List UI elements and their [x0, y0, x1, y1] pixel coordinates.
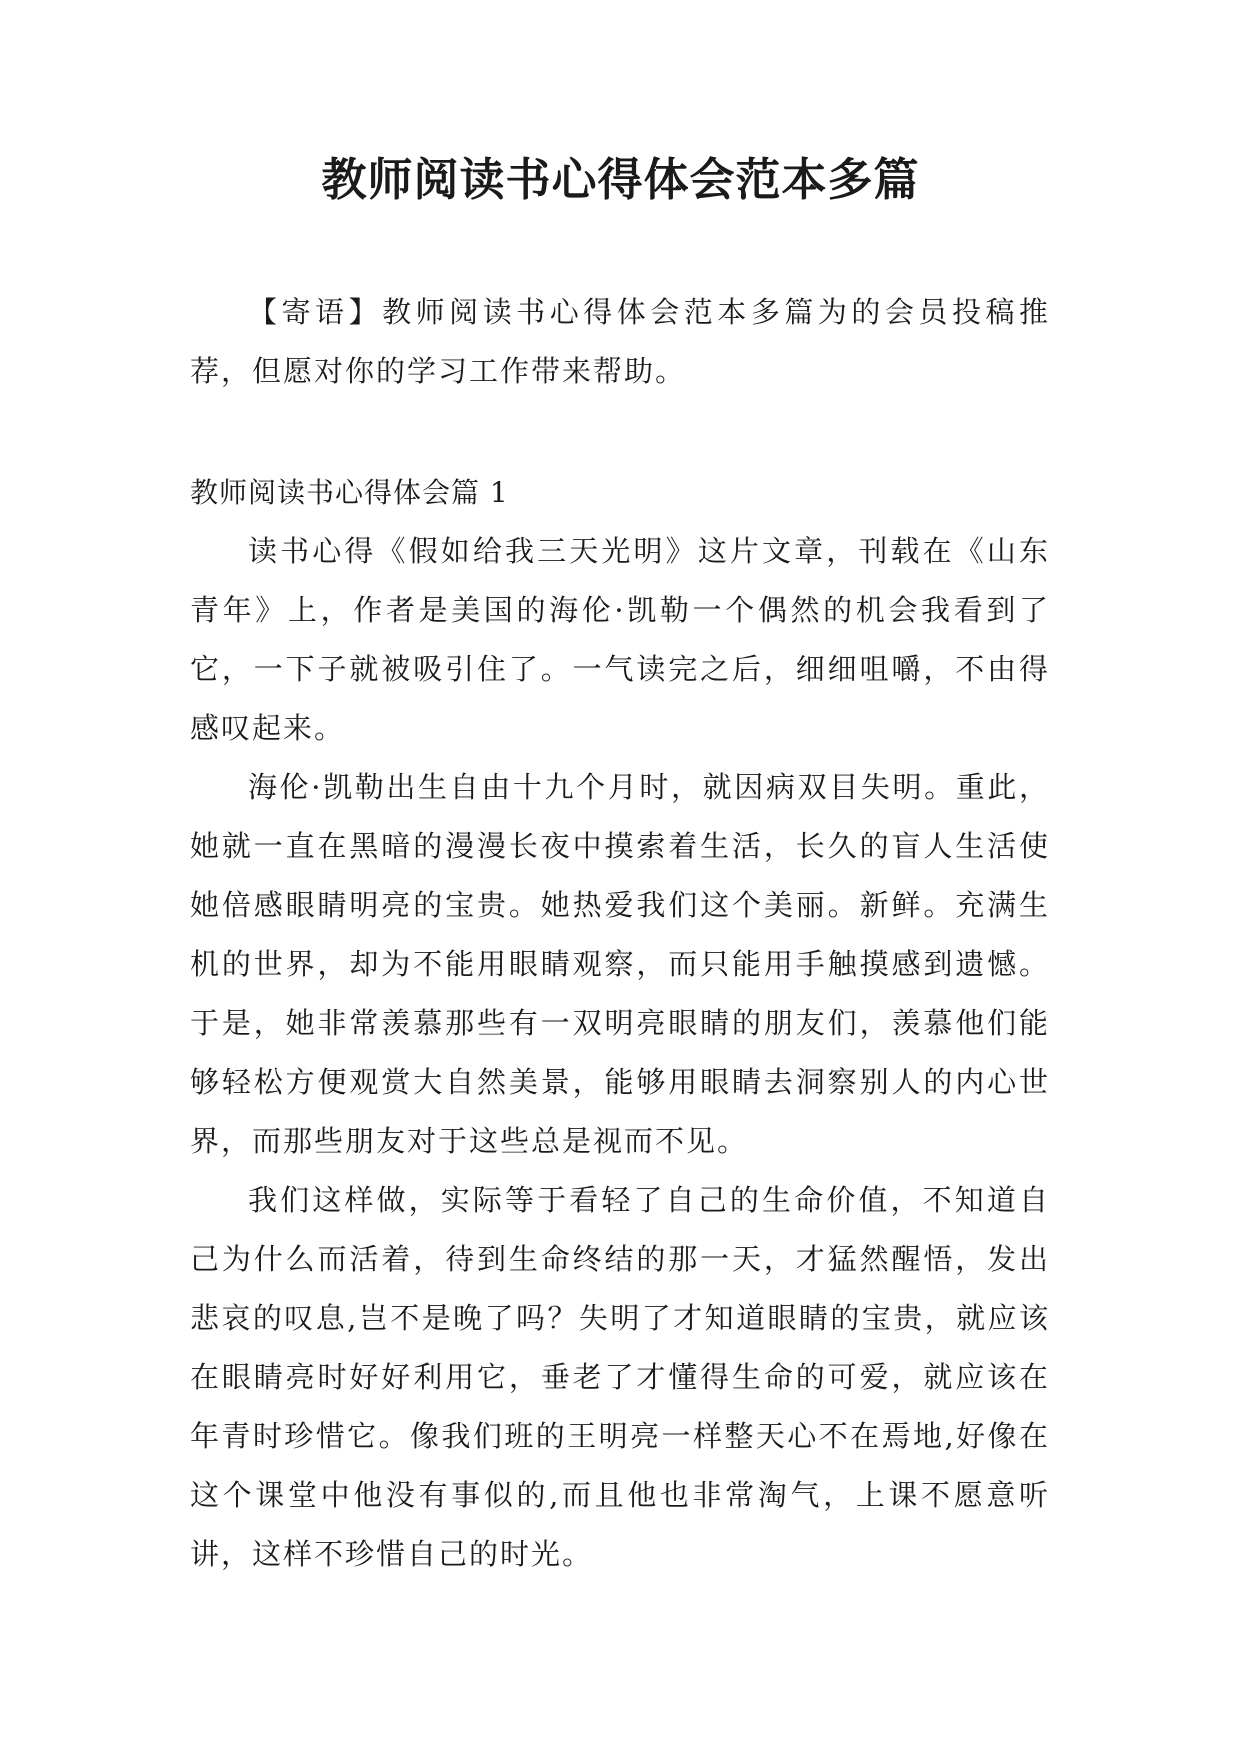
body-paragraph: 海伦·凯勒出生自由十九个月时，就因病双目失明。重此，她就一直在黑暗的漫漫长夜中摸索着生活，长久的盲人生活使她倍感眼睛明亮的宝贵。她热爱我们这个美丽。新鲜。充满生机的世界，却为不能用眼睛观察，而只能用手触摸感到遗憾。于是，她非常羡慕那些有一双明亮眼睛的朋友们，羡慕他们能够轻松方便观赏大自然美景，能够用眼睛去洞察别人的内心世界，而那些朋友对于这些总是视而不见。 [190, 770, 1050, 1158]
document-body [190, 283, 1050, 1584]
body-paragraph: 读书心得《假如给我三天光明》这片文章，刊载在《山东青年》上，作者是美国的海伦·凯勒一个偶然的机会我看到了它，一下子就被吸引住了。一气读完之后，细细咀嚼，不由得感叹起来。 [190, 534, 1050, 745]
document-title: 教师阅读书心得体会范本多篇 [321, 153, 920, 206]
section-1 [190, 463, 1050, 1584]
body-paragraph: 我们这样做，实际等于看轻了自己的生命价值，不知道自己为什么而活着，待到生命终结的那一天，才猛然醒悟，发出悲哀的叹息,岂不是晚了吗？失明了才知道眼睛的宝贵，就应该在眼睛亮时好好利用它，垂老了才懂得生命的可爱，就应该在年青时珍惜它。像我们班的王明亮一样整天心不在焉地,好像在这个课堂中他没有事似的,而且他也非常淘气，上课不愿意听讲，这样不珍惜自己的时光。 [190, 1183, 1050, 1571]
spacer [190, 401, 1050, 463]
intro-paragraph: 【寄语】教师阅读书心得体会范本多篇为的会员投稿推荐，但愿对你的学习工作带来帮助。 [190, 295, 1050, 388]
section-heading: 教师阅读书心得体会篇 1 [190, 476, 509, 509]
